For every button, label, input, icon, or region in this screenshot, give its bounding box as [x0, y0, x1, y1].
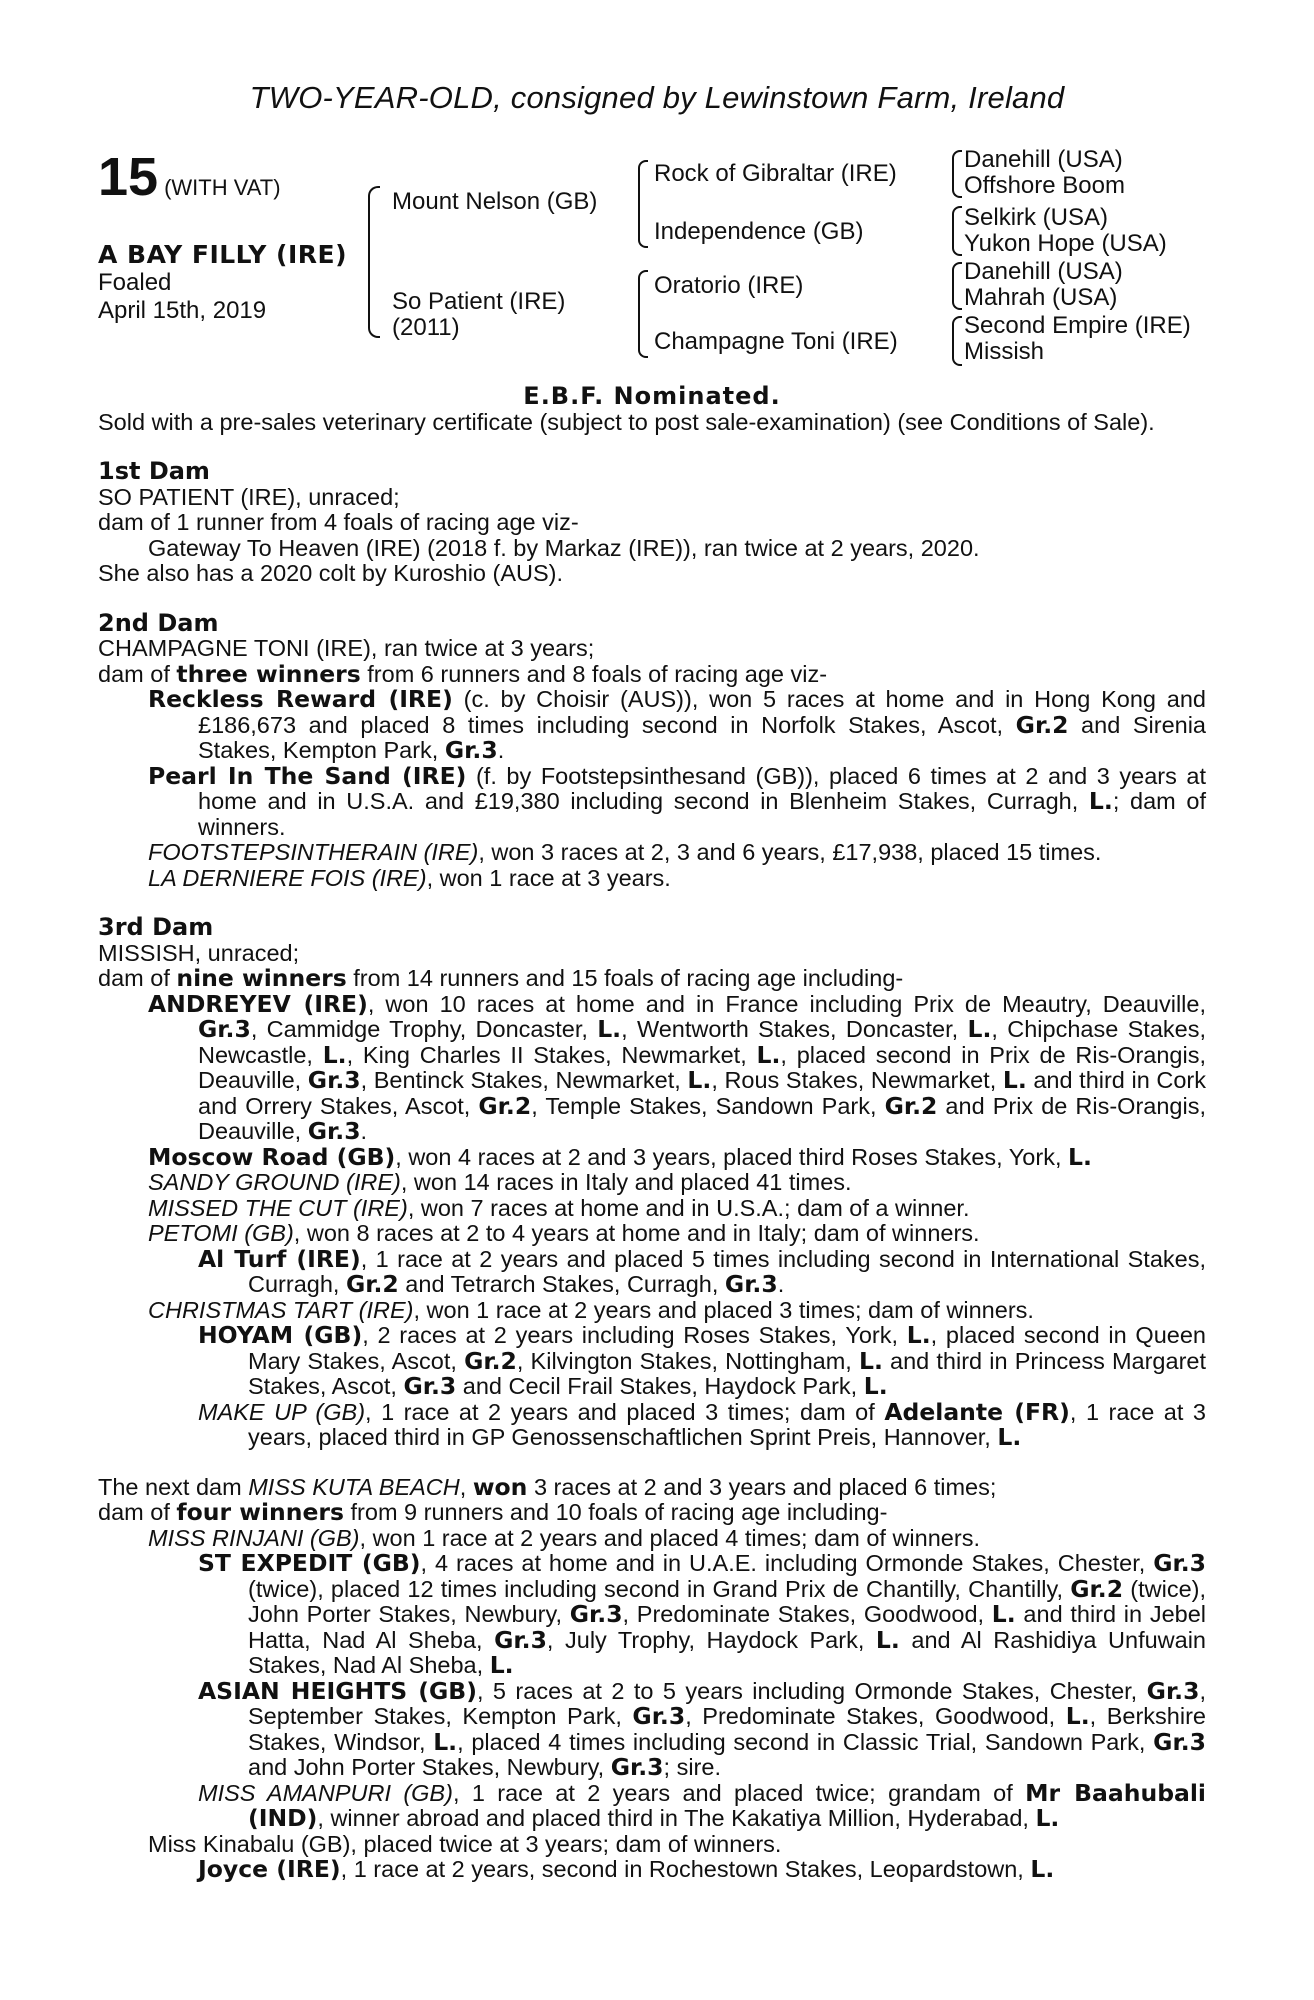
t: Gr.3 [444, 736, 498, 764]
pedigree-sire: Mount Nelson (GB) [392, 188, 598, 215]
t: ST EXPEDIT (GB) [198, 1549, 421, 1577]
t: , won 14 races in Italy and placed 41 times. [400, 1169, 852, 1195]
t: . [360, 1118, 368, 1144]
t: L. [906, 1321, 931, 1349]
t: CHRISTMAS TART (IRE) [148, 1296, 414, 1323]
t: L. [322, 1040, 347, 1069]
t: , July Trophy, Haydock Park, [546, 1626, 876, 1653]
dam3-make-up [98, 1397, 1206, 1451]
vet-note-text: Sold with a pre-sales veterinary certificate (subject to post sale-examination) (see Conditions of Sale). [98, 408, 1155, 435]
t: L. [991, 1600, 1016, 1628]
t: , Predominate Stakes, Goodwood, [622, 1601, 992, 1627]
pedigree-g4: Yukon Hope (USA) [964, 230, 1167, 257]
t: Gr.3 [1153, 1549, 1207, 1577]
next-dam-line1 [98, 1472, 1206, 1501]
t: , 1 race at 3 years, placed third in GP Genossenschaftlichen Sprint Preis, Hannover, [248, 1398, 1206, 1450]
dam1-line1: SO PATIENT (IRE), unraced; [98, 483, 400, 510]
t: Gr.3 [724, 1270, 778, 1298]
t: , won 7 races at home and in U.S.A.; dam of a winner. [407, 1194, 970, 1221]
pedigree-g2: Offshore Boom [964, 172, 1125, 199]
t: , Predominate Stakes, Goodwood, [685, 1703, 1066, 1729]
pedigree-dam-year: (2011) [392, 314, 460, 341]
t: ASIAN HEIGHTS (GB) [198, 1676, 477, 1705]
t: and Sirenia Stakes, Kempton Park, [198, 711, 1206, 763]
t: , 4 races at home and in U.A.E. including Ormonde Stakes, Chester, [420, 1550, 1154, 1576]
foaled-label: Foaled [98, 269, 172, 296]
t: (f. by Footstepsinthesand (GB)), placed 6 times at 2 and 3 years at home and in U.S.A. and £19,380 including second in Blenheim Stakes, Curragh, [198, 762, 1206, 814]
t: Reckless Reward (IRE) [148, 685, 453, 713]
t: and third in Princess Margaret Stakes, Ascot, [248, 1347, 1206, 1399]
dam2-line2 [98, 659, 1206, 688]
t: Gr.3 [198, 1015, 251, 1043]
t: and Prix de Ris-Orangis, Deauville, [198, 1092, 1206, 1144]
dam2-title: 2nd Dam [98, 608, 219, 637]
pedigree-g8: Missish [964, 338, 1045, 365]
t: won [472, 1472, 528, 1501]
t: Adelante (FR) [884, 1397, 1070, 1426]
t: Gr.3 [494, 1625, 547, 1654]
t: and Tetrarch Stakes, Curragh, [398, 1271, 725, 1297]
t: , won 4 races at 2 and 3 years, placed third Roses Stakes, York, [395, 1143, 1069, 1170]
pedigree-dam-dam: Champagne Toni (IRE) [654, 328, 898, 355]
dam3-al-turf [98, 1244, 1206, 1298]
t: . [777, 1271, 785, 1297]
t: L. [489, 1651, 514, 1679]
t: , won 3 races at 2, 3 and 6 years, £17,938, placed 15 times. [478, 839, 1102, 865]
dam1-line2: dam of 1 runner from 4 foals of racing age viz- [98, 509, 579, 535]
t: , Rous Stakes, Newmarket, [711, 1067, 1003, 1093]
t: Gr.2 [1015, 710, 1069, 739]
next-dam-joyce [98, 1857, 1206, 1883]
t: , Temple Stakes, Sandown Park, [531, 1092, 885, 1119]
t: FOOTSTEPSINTHERAIN (IRE) [148, 839, 479, 865]
dam1-line3: Gateway To Heaven (IRE) (2018 f. by Markaz (IRE)), ran twice at 2 years, 2020. [148, 534, 980, 561]
t: from 9 runners and 10 foals of racing age including- [344, 1499, 888, 1525]
t: dam of [98, 965, 177, 991]
t: 3 races at 2 and 3 years and placed 6 times; [527, 1473, 997, 1500]
page-title: TWO-YEAR-OLD, consigned by Lewinstown Farm, Ireland [249, 80, 1065, 115]
t: MISS RINJANI (GB) [148, 1524, 360, 1551]
t: L. [1002, 1066, 1027, 1094]
dam2-line1: CHAMPAGNE TONI (IRE), ran twice at 3 years; [98, 635, 595, 661]
t: , won 1 race at 2 years and placed 3 times; dam of winners. [413, 1296, 1034, 1323]
t: , 1 race at 2 years and placed 5 times including second in International Stakes, Curragh, [248, 1245, 1206, 1297]
t: , Cammidge Trophy, Doncaster, [250, 1016, 598, 1042]
t: , Berkshire Stakes, Windsor, [248, 1703, 1206, 1755]
t: , placed second in Queen Mary Stakes, Ascot, [248, 1322, 1206, 1374]
t: The next dam [98, 1473, 249, 1500]
t: L. [1035, 1804, 1060, 1832]
t: Joyce (IRE) [198, 1855, 341, 1883]
t: HOYAM (GB) [198, 1321, 363, 1349]
t: SANDY GROUND (IRE) [148, 1169, 401, 1195]
t: L. [687, 1066, 712, 1094]
t: and Al Rashidiya Unfuwain Stakes, Nad Al Sheba, [248, 1626, 1207, 1678]
dam2-runner2 [98, 761, 1206, 841]
t: , King Charles II Stakes, Newmarket, [346, 1041, 757, 1068]
t: dam of [98, 660, 177, 687]
next-dam-miss-rinjani [98, 1526, 1206, 1552]
t: , Wentworth Stakes, Doncaster, [621, 1016, 968, 1042]
pedigree-brace-main [368, 186, 380, 338]
dam3-line2 [98, 966, 1206, 992]
t: PETOMI (GB) [148, 1220, 294, 1246]
next-dam-asian-heights [98, 1676, 1206, 1781]
t: Gr.3 [403, 1372, 457, 1400]
pedigree-g5: Danehill (USA) [964, 258, 1123, 285]
t: Gr.3 [1146, 1676, 1200, 1705]
dam3-moscow-road [98, 1142, 1206, 1171]
vat-label: (WITH VAT) [164, 175, 281, 200]
t: from 6 runners and 8 foals of racing age viz- [360, 660, 828, 687]
t: , 2 races at 2 years including Roses Stakes, York, [362, 1322, 907, 1348]
lot-number-line [98, 147, 378, 207]
dam2-runner3 [98, 840, 1206, 866]
t: dam of [98, 1499, 177, 1525]
t: , Chipchase Stakes, Newcastle, [198, 1016, 1206, 1068]
t: (twice), John Porter Stakes, Newbury, [248, 1575, 1207, 1627]
t: Gr.3 [632, 1702, 686, 1730]
t: Mr Baahubali (IND) [248, 1778, 1206, 1832]
t: Gr.2 [884, 1091, 938, 1120]
t: Gr.3 [307, 1117, 361, 1145]
t: and third in Cork and Orrery Stakes, Ascot, [198, 1067, 1206, 1119]
t: ; sire. [663, 1754, 721, 1780]
spacer [98, 1451, 1206, 1475]
dam1-line4: She also has a 2020 colt by Kuroshio (AUS). [98, 560, 564, 586]
t: , won 1 race at 2 years and placed 4 times; dam of winners. [359, 1524, 980, 1551]
t: MISS AMANPURI (GB) [198, 1779, 453, 1806]
t: , Kilvington Stakes, Nottingham, [516, 1347, 859, 1374]
t: , [459, 1473, 473, 1500]
dam3-petomi [98, 1221, 1206, 1247]
t: Gr.3 [307, 1066, 361, 1094]
t: L. [1065, 1702, 1090, 1730]
t: L. [1088, 787, 1113, 815]
pedigree-sire-dam: Independence (GB) [654, 218, 864, 245]
t: , won 1 race at 3 years. [426, 864, 671, 891]
t: and third in Jebel Hatta, Nad Al Sheba, [248, 1601, 1206, 1653]
t: L. [863, 1372, 888, 1400]
t: , September Stakes, Kempton Park, [248, 1677, 1206, 1729]
foaled-date: April 15th, 2019 [98, 297, 267, 324]
t: ; dam of winners. [198, 788, 1206, 840]
t: MISSED THE CUT (IRE) [148, 1194, 408, 1221]
t: four winners [176, 1498, 344, 1526]
pedigree-brace-g1 [952, 150, 962, 198]
t: and Cecil Frail Stakes, Haydock Park, [456, 1373, 864, 1399]
pedigree-sire-sire: Rock of Gibraltar (IRE) [654, 160, 897, 187]
t: three winners [176, 659, 361, 688]
lot-block [98, 147, 378, 325]
t: Al Turf (IRE) [198, 1244, 361, 1273]
t: , placed 4 times including second in Classic Trial, Sandown Park, [457, 1728, 1154, 1755]
pedigree-g1: Danehill (USA) [964, 146, 1123, 173]
pedigree-brace-dam [638, 270, 648, 358]
t: from 14 runners and 15 foals of racing age including- [346, 965, 904, 991]
t: , 1 race at 2 years and placed 3 times; dam of [365, 1398, 885, 1425]
next-dam-miss-kinabalu: Miss Kinabalu (GB), placed twice at 3 years; dam of winners. [148, 1830, 782, 1857]
t: , winner abroad and placed third in The Kakatiya Million, Hyderabad, [317, 1805, 1036, 1831]
pedigree-brace-g4 [952, 316, 962, 366]
t: MAKE UP (GB) [198, 1398, 366, 1425]
t: L. [875, 1625, 900, 1654]
t: ANDREYEV (IRE) [148, 989, 368, 1018]
t: , 1 race at 2 years, second in Rochestown Stakes, Leopardstown, [340, 1856, 1031, 1882]
pedigree-dam-sire: Oratorio (IRE) [654, 272, 804, 299]
lot-number: 15 [98, 147, 159, 207]
t: , 1 race at 2 years and placed twice; grandam of [452, 1779, 1026, 1806]
pedigree-brace-g3 [952, 262, 962, 310]
pedigree-brace-g2 [952, 206, 962, 256]
t: MISS KUTA BEACH [248, 1473, 460, 1500]
pedigree-g6: Mahrah (USA) [964, 284, 1118, 311]
t: Gr.2 [478, 1091, 532, 1120]
t: L. [433, 1727, 458, 1756]
t: L. [967, 1015, 992, 1043]
t: L. [858, 1346, 883, 1375]
t: Moscow Road (GB) [148, 1142, 396, 1171]
dam2-runner4 [98, 866, 1206, 892]
dam1-title: 1st Dam [98, 457, 210, 485]
dam3-title: 3rd Dam [98, 913, 214, 941]
t: , won 10 races at home and in France including Prix de Meautry, Deauville, [367, 990, 1206, 1017]
next-dam-line2 [98, 1500, 1206, 1526]
t: nine winners [176, 964, 347, 992]
t: L. [756, 1040, 781, 1069]
dam3-missed-the-cut [98, 1196, 1206, 1222]
t: , Bentinck Stakes, Newmarket, [360, 1067, 688, 1093]
t: , won 8 races at 2 to 4 years at home and in Italy; dam of winners. [293, 1220, 980, 1246]
vet-note [98, 410, 1206, 436]
t: Gr.3 [569, 1600, 623, 1628]
horse-name: A BAY FILLY (IRE) [98, 240, 348, 269]
t: L. [597, 1015, 622, 1043]
t: and John Porter Stakes, Newbury, [248, 1754, 611, 1780]
t: , placed second in Prix de Ris-Orangis, Deauville, [198, 1041, 1206, 1093]
pedigree-brace-sire [638, 160, 648, 248]
ebf-nominated: E.B.F. Nominated. [523, 382, 781, 410]
pedigree-g7: Second Empire (IRE) [964, 312, 1191, 339]
t: Pearl In The Sand (IRE) [148, 761, 467, 790]
t: (twice), placed 12 times including second in Grand Prix de Chantilly, Chantilly, [248, 1575, 1071, 1602]
t: Gr.2 [464, 1346, 517, 1375]
t: Gr.2 [345, 1270, 399, 1298]
t: Gr.2 [1070, 1574, 1124, 1603]
dam2-runner1 [98, 687, 1206, 764]
t: L. [1068, 1142, 1092, 1171]
pedigree-g3: Selkirk (USA) [964, 204, 1109, 231]
next-dam-st-expedit [98, 1551, 1206, 1679]
dam3-andreyev [98, 989, 1206, 1145]
t: Gr.3 [1153, 1727, 1206, 1756]
t: L. [1030, 1855, 1055, 1883]
dam3-line1: MISSISH, unraced; [98, 939, 300, 966]
t: , 5 races at 2 to 5 years including Ormonde Stakes, Chester, [476, 1677, 1147, 1704]
dam3-hoyam [98, 1323, 1206, 1400]
dam3-sandy-ground [98, 1170, 1206, 1196]
t: LA DERNIERE FOIS (IRE) [148, 864, 427, 891]
catalogue-body [98, 384, 1206, 1883]
pedigree-dam: So Patient (IRE) [392, 288, 566, 315]
next-dam-miss-amanpuri [98, 1778, 1206, 1832]
dam3-christmas-tart [98, 1298, 1206, 1324]
t: . [497, 737, 505, 763]
t: Gr.3 [610, 1753, 664, 1781]
t: L. [997, 1423, 1022, 1451]
t: (c. by Choisir (AUS)), won 5 races at home and in Hong Kong and £186,673 and placed 8 times including second in Norfolk Stakes, Ascot, [198, 686, 1206, 738]
